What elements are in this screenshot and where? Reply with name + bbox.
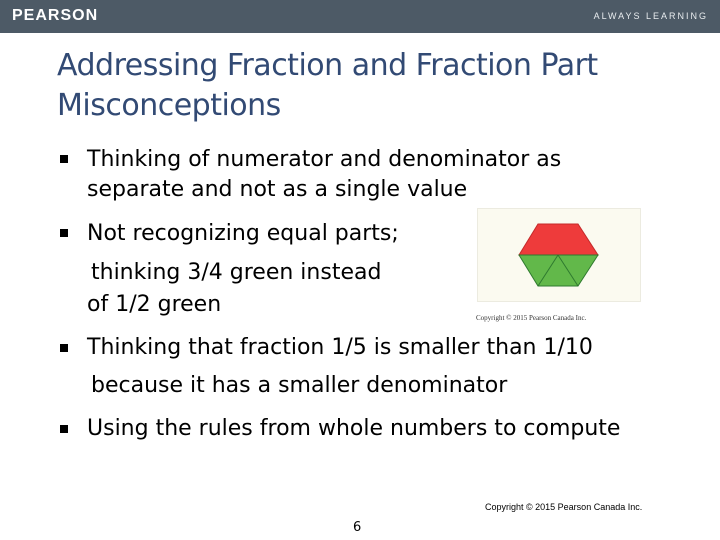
bullet-4-line-1: Using the rules from whole numbers to compute <box>87 416 621 441</box>
header-bar <box>0 0 720 33</box>
pearson-logo: PEARSON <box>12 7 99 24</box>
bullet-2-line-3: of 1/2 green <box>87 292 222 317</box>
bullet-marker <box>60 155 68 163</box>
copyright-notice: Copyright © 2015 Pearson Canada Inc. <box>485 502 643 512</box>
bullet-marker <box>60 229 68 237</box>
figure-copyright: Copyright © 2015 Pearson Canada Inc. <box>476 314 587 322</box>
bullet-2-line-2: thinking 3/4 green instead <box>91 260 382 285</box>
bullet-3-line-2: because it has a smaller denominator <box>91 373 508 398</box>
hexagon-figure <box>477 208 641 302</box>
slide-title: Addressing Fraction and Fraction Part Misconceptions <box>57 48 598 123</box>
hexagon-fraction-icon <box>478 209 640 301</box>
bullet-1-line-1: Thinking of numerator and denominator as <box>87 147 562 172</box>
tagline: ALWAYS LEARNING <box>593 11 708 21</box>
bullet-marker <box>60 425 68 433</box>
page-number: 6 <box>353 520 362 535</box>
bullet-marker <box>60 344 68 352</box>
bullet-1-line-2: separate and not as a single value <box>87 177 468 202</box>
bullet-3-line-1: Thinking that fraction 1/5 is smaller than 1/10 <box>87 335 593 360</box>
bullet-2-line-1: Not recognizing equal parts; <box>87 221 399 246</box>
